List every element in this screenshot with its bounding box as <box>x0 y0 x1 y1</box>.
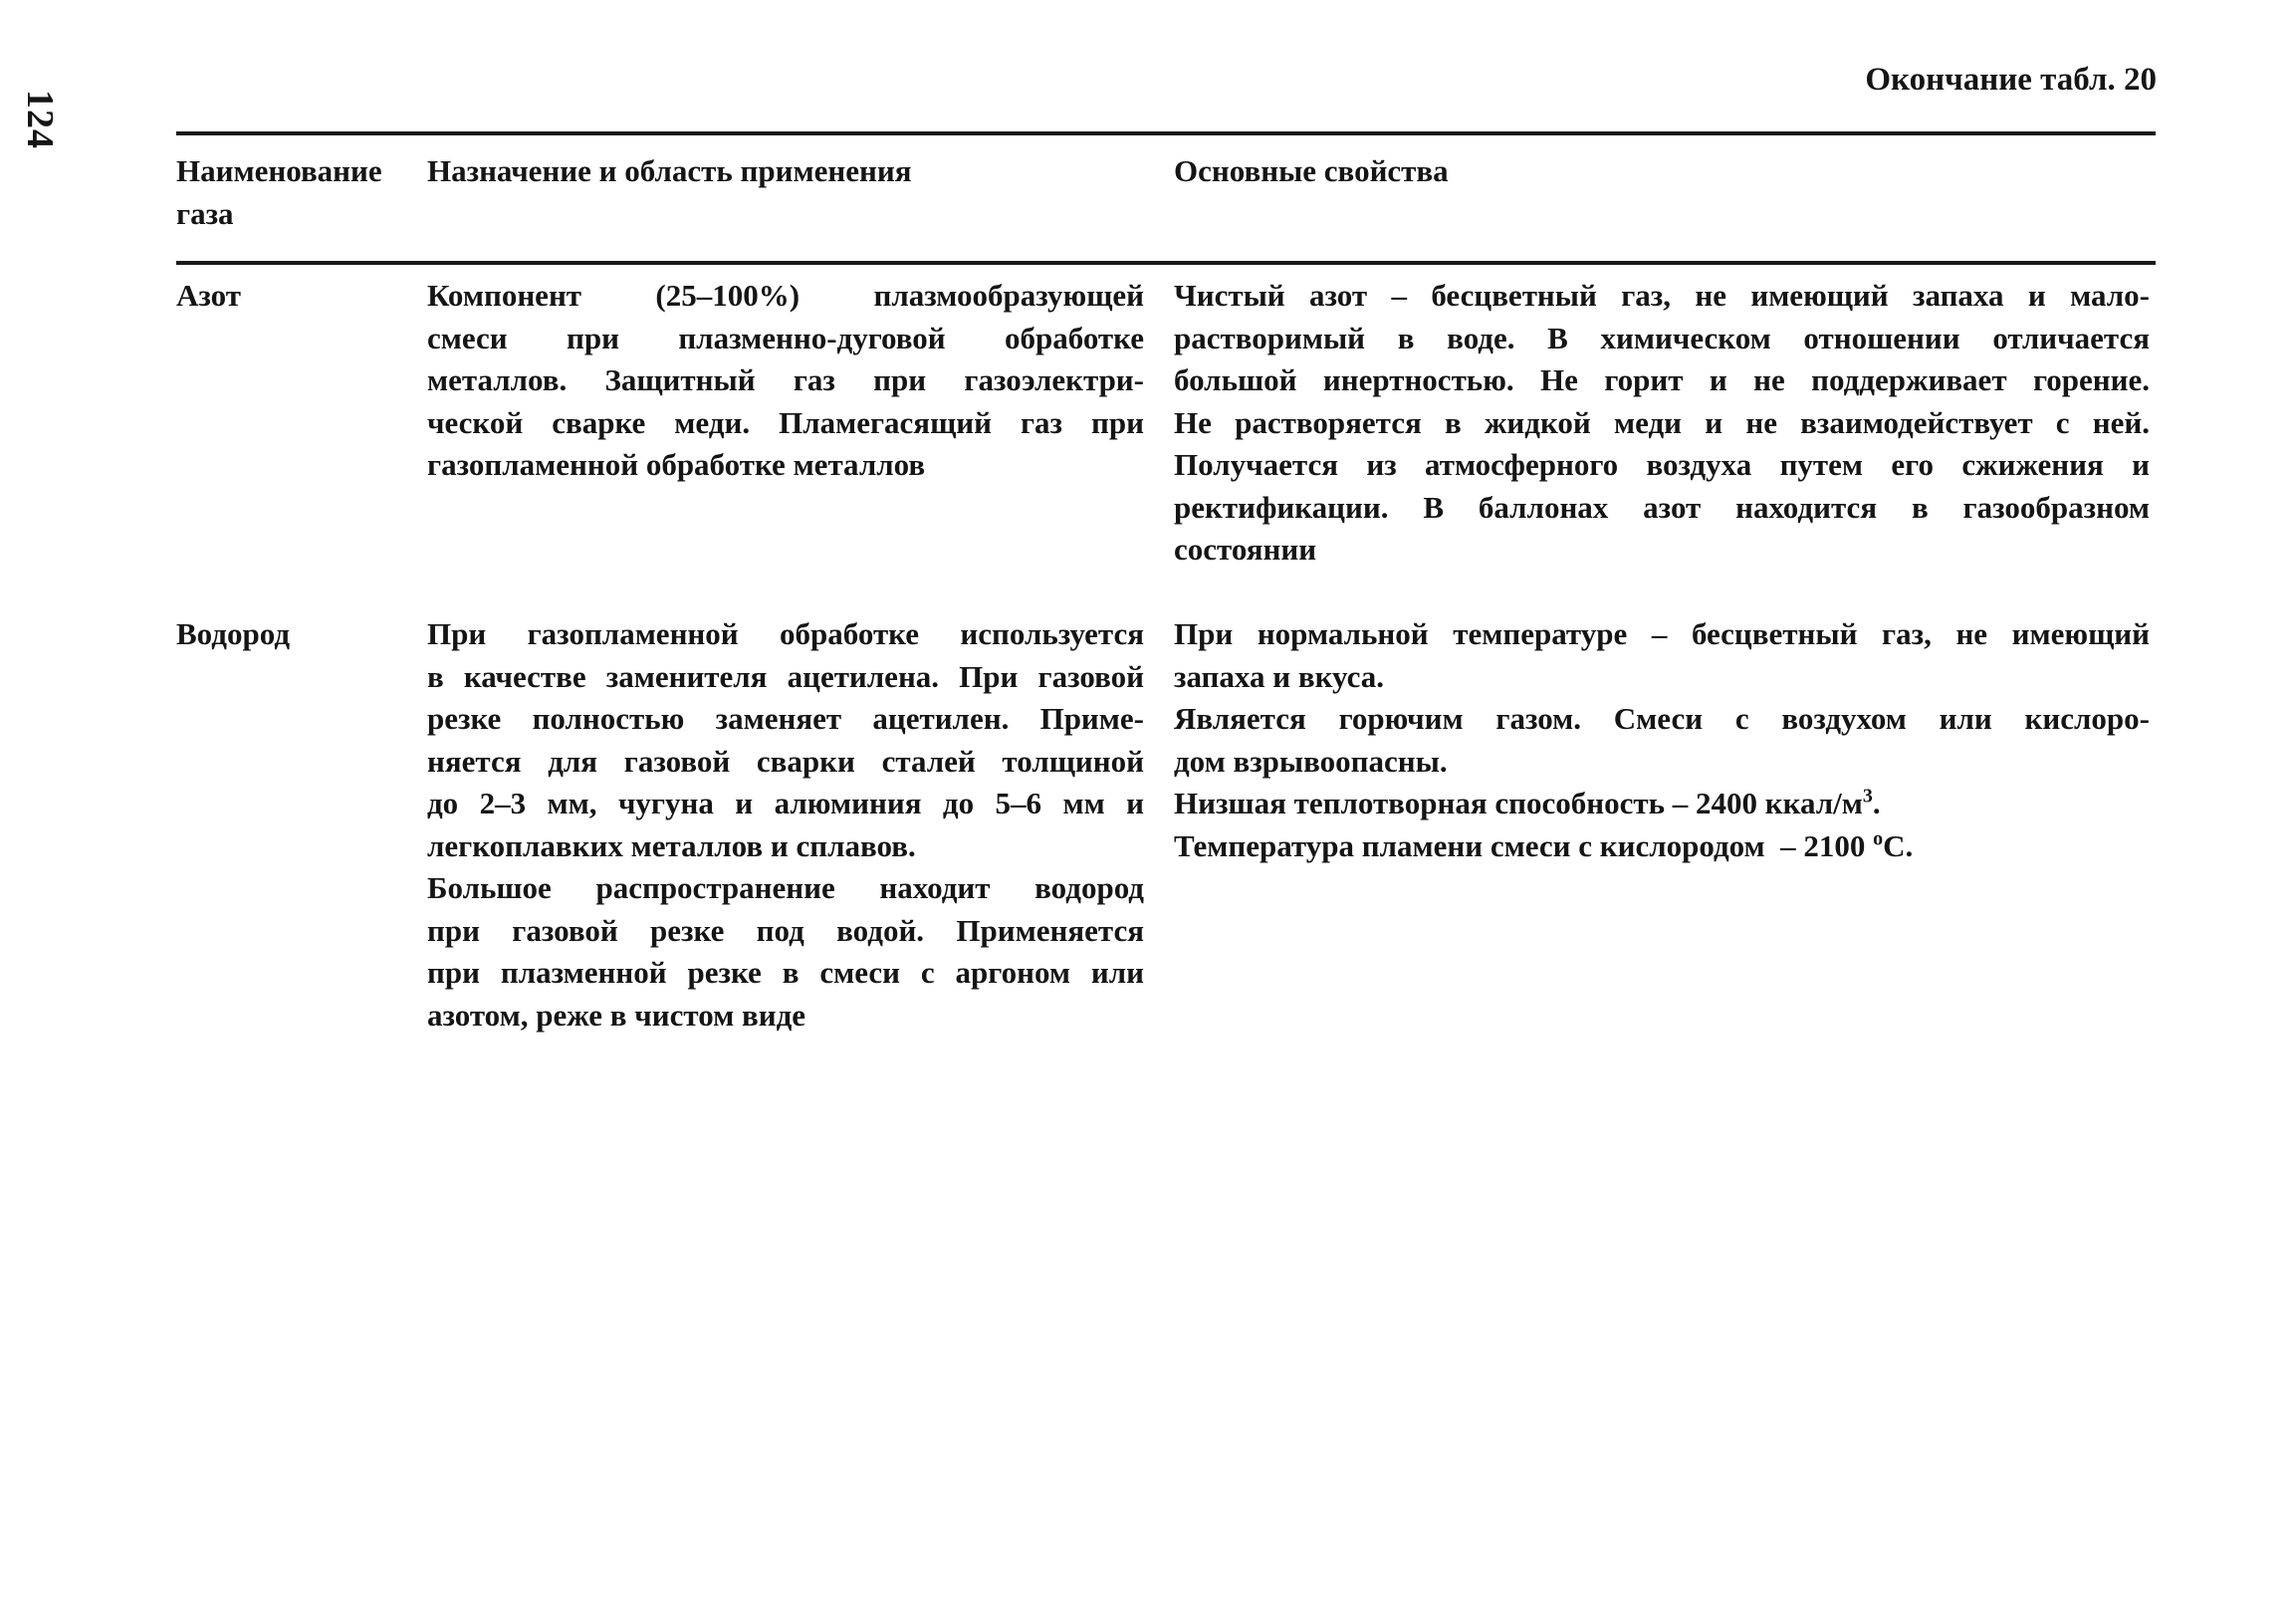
properties-line: Не растворяется в жидкой меди и не взаимодействует с ней. <box>1174 404 2150 440</box>
table-header-rule <box>176 261 2156 265</box>
purpose-line: при газовой резке под водой. Применяется <box>427 912 1144 948</box>
header-gas-name-line2: газа <box>176 196 234 231</box>
properties-line: Чистый азот – бесцветный газ, не имеющий запаха и мало- <box>1174 278 2150 313</box>
purpose-line: газопламенной обработке металлов <box>427 447 926 482</box>
temp-text: Температура пламени смеси с кислородом – 2100 <box>1174 827 1874 863</box>
purpose-line: в качестве заменителя ацетилена. При газовой <box>427 658 1144 694</box>
table-row-hydrogen <box>176 613 2156 1051</box>
temp-end: С. <box>1883 827 1914 863</box>
header-gas-name <box>176 149 410 235</box>
properties-line: большой инертностью. Не горит и не поддерживает горение. <box>1174 362 2150 397</box>
gas-table <box>176 131 2156 1051</box>
purpose-line: металлов. Защитный газ при газоэлектри- <box>427 362 1144 397</box>
purpose-line: при плазменной резке в смеси с аргоном или <box>427 955 1144 990</box>
purpose-line: Большое распространение находит водород <box>427 870 1144 905</box>
purpose-line: смеси при плазменно-дуговой обработке <box>427 320 1144 355</box>
purpose-nitrogen <box>427 275 1144 487</box>
purpose-hydrogen <box>427 613 1144 1037</box>
purpose-line: ческой сварке меди. Пламегасящий газ при <box>427 404 1144 440</box>
purpose-line: При газопламенной обработке используется <box>427 616 1144 651</box>
heat-end: . <box>1872 786 1881 820</box>
properties-line: дом взрывоопасны. <box>1174 743 1448 779</box>
purpose-line: до 2–3 мм, чугуна и алюминия до 5–6 мм и <box>427 786 1144 820</box>
header-gas-name-line1: Наименование <box>176 153 382 188</box>
gas-name-hydrogen: Водород <box>176 616 290 651</box>
properties-line: растворимый в воде. В химическом отношении отличается <box>1174 320 2150 355</box>
properties-line: При нормальной температуре – бесцветный газ, не имеющий <box>1174 616 2150 651</box>
properties-line: Получается из атмосферного воздуха путем его сжижения и <box>1174 447 2150 482</box>
temp-degree-superscript: о <box>1873 827 1884 850</box>
properties-line: Является горючим газом. Смеси с воздухом или кислоро- <box>1174 701 2150 736</box>
purpose-line: азотом, реже в чистом виде <box>427 997 806 1033</box>
table-row-nitrogen <box>176 275 2156 613</box>
table-header-row <box>176 135 2156 261</box>
properties-line: запаха и вкуса. <box>1174 658 1384 694</box>
heat-text: Низшая теплотворная способность – 2400 ккал/м <box>1174 786 1863 820</box>
table-continuation-label: Окончание табл. 20 <box>1865 62 2157 98</box>
header-properties: Основные свойства <box>1174 153 1449 188</box>
properties-hydrogen <box>1174 613 2150 867</box>
purpose-line: легкоплавких металлов и сплавов. <box>427 827 916 863</box>
properties-nitrogen <box>1174 275 2150 572</box>
properties-line: состоянии <box>1174 532 1317 567</box>
page-number: 124 <box>19 90 61 149</box>
heat-superscript: 3 <box>1862 785 1873 808</box>
properties-line: ректификации. В баллонах азот находится в газообразном <box>1174 489 2150 525</box>
purpose-line: няется для газовой сварки сталей толщиной <box>427 743 1144 779</box>
header-purpose: Назначение и область применения <box>427 153 912 188</box>
properties-heat-value <box>1174 783 2150 825</box>
purpose-line: резке полностью заменяет ацетилен. Приме- <box>427 701 1144 736</box>
gas-name-nitrogen: Азот <box>176 278 241 313</box>
properties-flame-temperature <box>1174 825 2150 868</box>
purpose-line: Компонент (25–100%) плазмообразующей <box>427 278 1144 313</box>
